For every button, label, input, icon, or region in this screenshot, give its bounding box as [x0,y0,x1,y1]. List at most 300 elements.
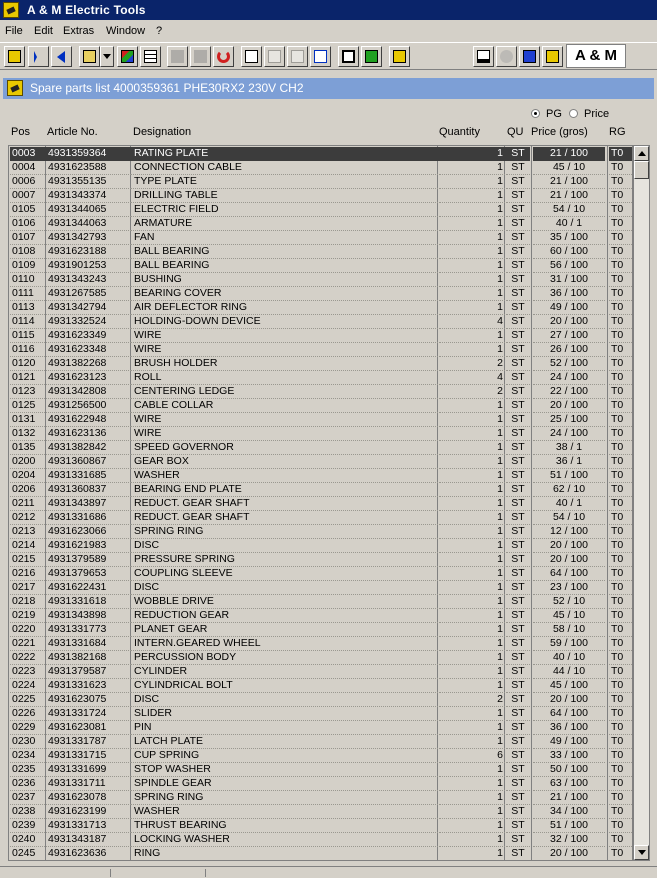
cell-article: 4931382168 [46,651,131,665]
calculator-icon [393,50,406,63]
cell-quantity: 1 [439,217,507,231]
cell-qu: ST [506,413,530,427]
table-row[interactable] [9,735,633,749]
status-divider [205,869,206,877]
menu-window[interactable]: Window [106,25,146,37]
cell-rg: T0 [609,637,632,651]
cell-pos: 0004 [10,161,47,175]
cell-article: 4931344065 [46,203,131,217]
cell-quantity: 1 [439,287,507,301]
table-row[interactable] [9,567,633,581]
cell-quantity: 1 [439,777,507,791]
cell-price: 20 / 100 [533,693,605,707]
cell-pos: 0230 [10,735,47,749]
cell-price: 51 / 100 [533,469,605,483]
book-icon [342,50,355,63]
cell-price: 64 / 100 [533,567,605,581]
table-row[interactable] [9,609,633,623]
cell-article: 4931331724 [46,707,131,721]
cell-price: 49 / 100 [533,735,605,749]
settings-icon [500,50,513,63]
cell-qu: ST [506,231,530,245]
app-icon[interactable] [3,2,19,18]
settings-button[interactable] [496,46,517,67]
cell-qu: ST [506,175,530,189]
cell-pos: 0109 [10,259,47,273]
cell-pos: 0125 [10,399,47,413]
cell-qu: ST [506,385,530,399]
table-view-button[interactable] [140,46,161,67]
cell-qu: ST [506,287,530,301]
cell-quantity: 1 [439,469,507,483]
col-header-article[interactable]: Article No. [47,126,98,138]
cell-quantity: 1 [439,413,507,427]
table-row[interactable] [9,441,633,455]
cell-qu: ST [506,651,530,665]
table-row[interactable] [9,385,633,399]
radio-pg[interactable] [531,108,562,120]
cell-qu: ST [506,791,530,805]
table-row[interactable] [9,665,633,679]
cell-designation: CYLINDER [131,665,440,679]
cell-designation: DISC [131,581,440,595]
cell-rg: T0 [609,721,632,735]
cell-pos: 0216 [10,567,47,581]
table-row[interactable] [9,259,633,273]
cell-designation: RATING PLATE [131,147,440,161]
table-row[interactable] [9,469,633,483]
cell-designation: STOP WASHER [131,763,440,777]
cell-pos: 0212 [10,511,47,525]
cell-designation: WIRE [131,427,440,441]
cell-qu: ST [506,679,530,693]
col-header-quantity[interactable]: Quantity [439,126,480,138]
cell-article: 4931382268 [46,357,131,371]
cell-pos: 0214 [10,539,47,553]
scroll-down-button[interactable] [634,845,649,860]
col-header-pos[interactable]: Pos [11,126,30,138]
table-row[interactable] [9,623,633,637]
cell-article: 4931343898 [46,609,131,623]
table-row[interactable] [9,161,633,175]
table-row[interactable] [9,189,633,203]
previous-record-button[interactable] [51,46,72,67]
menu-help[interactable]: ? [156,25,163,37]
cell-qu: ST [506,483,530,497]
cell-qu: ST [506,805,530,819]
cell-quantity: 1 [439,791,507,805]
cell-article: 4931623136 [46,427,131,441]
print-icon [477,50,490,63]
cell-rg: T0 [609,791,632,805]
cell-quantity: 1 [439,203,507,217]
cell-quantity: 1 [439,455,507,469]
cell-quantity: 1 [439,147,507,161]
cell-quantity: 1 [439,511,507,525]
book-button[interactable] [338,46,359,67]
cell-designation: TYPE PLATE [131,175,440,189]
cell-rg: T0 [609,315,632,329]
cell-quantity: 1 [439,721,507,735]
table-row[interactable] [9,287,633,301]
cell-pos: 0107 [10,231,47,245]
cell-quantity: 1 [439,231,507,245]
cell-price: 26 / 100 [533,343,605,357]
cell-price: 35 / 100 [533,231,605,245]
scroll-thumb[interactable] [634,161,649,179]
table-row[interactable] [9,805,633,819]
cell-pos: 0229 [10,721,47,735]
cell-article: 4931332524 [46,315,131,329]
catalog-icon [365,50,378,63]
table-row[interactable] [9,483,633,497]
cell-article: 4931623066 [46,525,131,539]
cell-qu: ST [506,427,530,441]
cell-article: 4931256500 [46,399,131,413]
menu-file[interactable]: File [5,25,23,37]
table-row[interactable] [9,343,633,357]
cell-article: 4931331686 [46,511,131,525]
cell-pos: 0111 [10,287,47,301]
list-button[interactable] [310,46,331,67]
cell-rg: T0 [609,511,632,525]
spare-parts-icon [7,80,23,96]
scroll-up-button[interactable] [634,146,649,161]
cell-designation: BUSHING [131,273,440,287]
cell-qu: ST [506,301,530,315]
menu-extras[interactable]: Extras [63,25,95,37]
cell-qu: ST [506,469,530,483]
cell-pos: 0105 [10,203,47,217]
table-row[interactable] [9,581,633,595]
table-row[interactable] [9,315,633,329]
table-row[interactable] [9,217,633,231]
disabled-button-2[interactable] [190,46,211,67]
table-row[interactable] [9,203,633,217]
window-title: A & M Electric Tools [27,3,146,17]
first-icon [34,51,37,63]
door-icon [8,50,21,63]
table-row[interactable] [9,679,633,693]
cell-quantity: 1 [439,329,507,343]
cell-rg: T0 [609,161,632,175]
col-header-price[interactable]: Price (gros) [531,126,588,138]
cell-price: 21 / 100 [533,147,605,161]
table-row[interactable] [9,427,633,441]
window-titlebar[interactable] [0,0,657,20]
cell-rg: T0 [609,763,632,777]
grid-icon [144,50,157,63]
cell-price: 45 / 10 [533,161,605,175]
cell-quantity: 1 [439,497,507,511]
cell-quantity: 4 [439,371,507,385]
refresh-button[interactable] [213,46,234,67]
cell-article: 4931342793 [46,231,131,245]
cell-quantity: 1 [439,259,507,273]
table-row[interactable] [9,553,633,567]
table-row[interactable] [9,231,633,245]
cell-designation: SPINDLE GEAR [131,777,440,791]
paste-button[interactable] [287,46,308,67]
col-header-designation[interactable]: Designation [133,126,192,138]
radio-price[interactable] [569,108,609,120]
cell-designation: GEAR BOX [131,455,440,469]
cell-pos: 0132 [10,427,47,441]
table-row[interactable] [9,791,633,805]
cell-pos: 0116 [10,343,47,357]
cell-pos: 0135 [10,441,47,455]
cell-designation: WIRE [131,343,440,357]
cell-article: 4931623081 [46,721,131,735]
table-row[interactable] [9,525,633,539]
cell-qu: ST [506,147,530,161]
cell-qu: ST [506,553,530,567]
cell-quantity: 1 [439,343,507,357]
cell-price: 21 / 100 [533,189,605,203]
cell-rg: T0 [609,805,632,819]
table-row[interactable] [9,175,633,189]
cell-rg: T0 [609,189,632,203]
cell-rg: T0 [609,833,632,847]
cell-designation: SPEED GOVERNOR [131,441,440,455]
open-dropdown-button[interactable] [100,46,114,67]
cell-qu: ST [506,847,530,861]
cell-designation: PLANET GEAR [131,623,440,637]
cell-price: 63 / 100 [533,777,605,791]
cell-quantity: 1 [439,609,507,623]
cell-article: 4931331711 [46,777,131,791]
table-row[interactable] [9,371,633,385]
cell-article: 4931331685 [46,469,131,483]
status-bar [0,866,657,878]
cell-price: 56 / 100 [533,259,605,273]
catalog-button[interactable] [361,46,382,67]
cell-pos: 0206 [10,483,47,497]
cell-pos: 0222 [10,651,47,665]
cell-article: 4931360867 [46,455,131,469]
cell-designation: WASHER [131,469,440,483]
cell-price: 59 / 100 [533,637,605,651]
copy-icon [268,50,281,63]
cell-price: 20 / 100 [533,399,605,413]
cell-rg: T0 [609,217,632,231]
cell-pos: 0237 [10,791,47,805]
cell-pos: 0219 [10,609,47,623]
table-row[interactable] [9,511,633,525]
cell-qu: ST [506,833,530,847]
cell-rg: T0 [609,385,632,399]
cell-price: 32 / 100 [533,833,605,847]
cell-rg: T0 [609,651,632,665]
cell-article: 4931343243 [46,273,131,287]
cell-designation: THRUST BEARING [131,819,440,833]
cell-pos: 0239 [10,819,47,833]
vertical-scrollbar[interactable] [633,145,650,861]
table-row[interactable] [9,819,633,833]
disabled-button-1[interactable] [167,46,188,67]
table-row[interactable] [9,273,633,287]
cell-price: 22 / 100 [533,385,605,399]
table-row[interactable] [9,357,633,371]
table-row[interactable] [9,301,633,315]
cell-pos: 0240 [10,833,47,847]
cell-qu: ST [506,819,530,833]
table-row[interactable] [9,245,633,259]
language-button[interactable] [519,46,540,67]
cell-price: 24 / 100 [533,371,605,385]
table-row[interactable] [9,749,633,763]
cell-quantity: 1 [439,679,507,693]
toolbar [0,42,657,70]
table-row[interactable] [9,651,633,665]
cell-price: 20 / 100 [533,847,605,861]
table-row[interactable] [9,693,633,707]
radio-price-label: Price [584,108,610,120]
cell-rg: T0 [609,581,632,595]
edit-button[interactable] [241,46,262,67]
cell-price: 52 / 100 [533,357,605,371]
first-record-button[interactable] [28,46,49,67]
parts-table[interactable] [8,145,633,861]
tree-view-button[interactable] [117,46,138,67]
table-row[interactable] [9,413,633,427]
table-row[interactable] [9,539,633,553]
cell-pos: 0121 [10,371,47,385]
table-row[interactable] [9,763,633,777]
cell-pos: 0215 [10,553,47,567]
cell-article: 4931267585 [46,287,131,301]
copy-button[interactable] [264,46,285,67]
list-icon [314,50,327,63]
cell-quantity: 2 [439,385,507,399]
cell-pos: 0235 [10,763,47,777]
cell-article: 4931623636 [46,847,131,861]
cell-qu: ST [506,721,530,735]
cell-pos: 0234 [10,749,47,763]
cell-qu: ST [506,343,530,357]
cell-price: 34 / 100 [533,805,605,819]
cell-pos: 0225 [10,693,47,707]
radio-pg-label: PG [546,108,562,120]
cell-designation: LATCH PLATE [131,735,440,749]
cell-article: 4931344063 [46,217,131,231]
cell-pos: 0221 [10,637,47,651]
cell-pos: 0220 [10,623,47,637]
disabled-2-icon [194,50,207,63]
cell-pos: 0213 [10,525,47,539]
table-row[interactable] [9,147,633,161]
cell-designation: LOCKING WASHER [131,833,440,847]
col-header-rg[interactable]: RG [609,126,626,138]
cell-price: 36 / 100 [533,287,605,301]
cell-rg: T0 [609,301,632,315]
cell-price: 60 / 100 [533,245,605,259]
exit-button[interactable] [4,46,25,67]
cell-qu: ST [506,693,530,707]
status-divider [110,869,111,877]
cell-qu: ST [506,497,530,511]
radio-pg-dot [531,109,540,118]
brand-logo: A & M [566,44,626,68]
calculator-button[interactable] [389,46,410,67]
cell-designation: ELECTRIC FIELD [131,203,440,217]
table-row[interactable] [9,847,633,861]
paste-icon [291,50,304,63]
cell-price: 20 / 100 [533,315,605,329]
table-row[interactable] [9,329,633,343]
cell-designation: ARMATURE [131,217,440,231]
cell-rg: T0 [609,287,632,301]
cell-quantity: 1 [439,833,507,847]
cell-rg: T0 [609,469,632,483]
cell-designation: DRILLING TABLE [131,189,440,203]
table-row[interactable] [9,707,633,721]
cell-qu: ST [506,273,530,287]
cell-designation: HOLDING-DOWN DEVICE [131,315,440,329]
cell-pos: 0003 [10,147,47,161]
table-row[interactable] [9,833,633,847]
cell-rg: T0 [609,693,632,707]
menu-bar [0,22,657,40]
cell-price: 40 / 10 [533,651,605,665]
cell-price: 62 / 10 [533,483,605,497]
cell-designation: BALL BEARING [131,259,440,273]
cell-quantity: 2 [439,693,507,707]
table-row[interactable] [9,497,633,511]
cell-quantity: 1 [439,427,507,441]
menu-edit[interactable]: Edit [34,25,53,37]
cell-article: 4931343897 [46,497,131,511]
cell-price: 44 / 10 [533,665,605,679]
cell-rg: T0 [609,609,632,623]
cell-quantity: 1 [439,637,507,651]
cell-quantity: 1 [439,581,507,595]
cell-article: 4931342808 [46,385,131,399]
table-row[interactable] [9,399,633,413]
open-button[interactable] [79,46,100,67]
table-row[interactable] [9,455,633,469]
table-row[interactable] [9,777,633,791]
cell-designation: BEARING COVER [131,287,440,301]
cell-quantity: 1 [439,525,507,539]
cell-designation: BEARING END PLATE [131,483,440,497]
cell-price: 20 / 100 [533,553,605,567]
col-header-qu[interactable]: QU [507,126,524,138]
table-row[interactable] [9,595,633,609]
cell-price: 36 / 100 [533,721,605,735]
cell-price: 64 / 100 [533,707,605,721]
cell-qu: ST [506,259,530,273]
cell-qu: ST [506,217,530,231]
cell-pos: 0245 [10,847,47,861]
cell-rg: T0 [609,329,632,343]
cell-qu: ST [506,329,530,343]
cell-quantity: 1 [439,847,507,861]
cell-rg: T0 [609,679,632,693]
table-row[interactable] [9,721,633,735]
cell-designation: PRESSURE SPRING [131,553,440,567]
cell-article: 4931623123 [46,371,131,385]
print-button[interactable] [473,46,494,67]
cell-qu: ST [506,609,530,623]
cell-quantity: 1 [439,735,507,749]
help-button[interactable] [542,46,563,67]
cell-article: 4931360837 [46,483,131,497]
cell-quantity: 2 [439,357,507,371]
cell-designation: SPRING RING [131,525,440,539]
cell-quantity: 1 [439,245,507,259]
table-row[interactable] [9,637,633,651]
